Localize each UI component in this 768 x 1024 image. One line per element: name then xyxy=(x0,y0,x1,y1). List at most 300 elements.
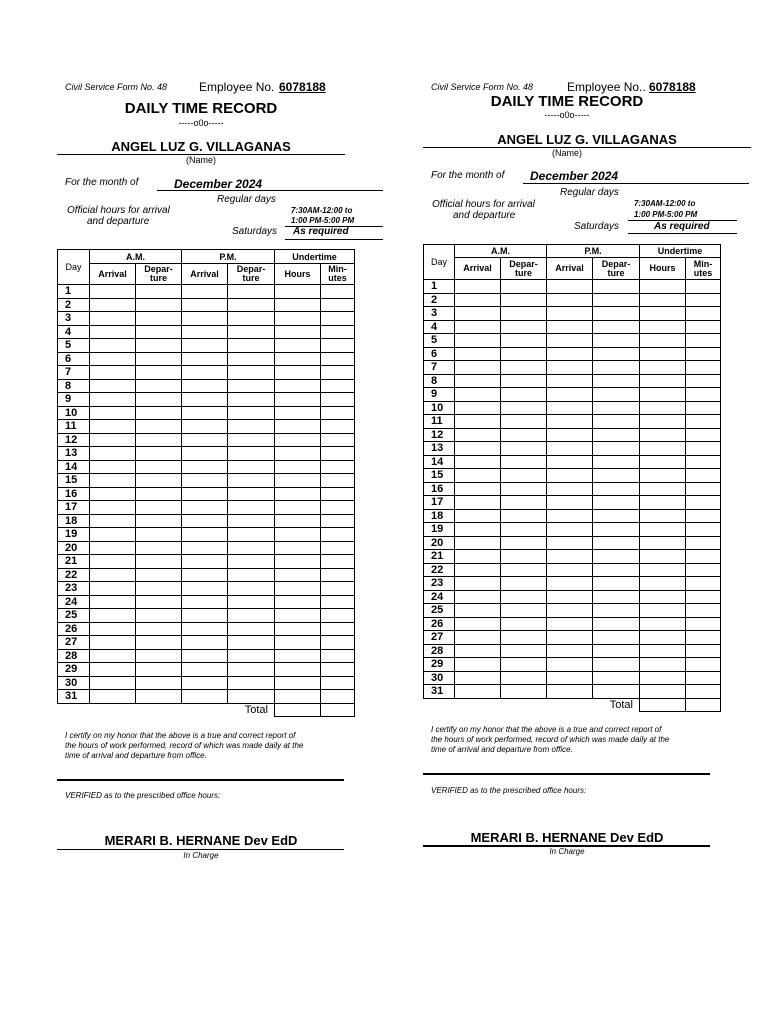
pm-departure-cell[interactable] xyxy=(593,374,640,388)
am-departure-cell[interactable] xyxy=(501,374,547,388)
pm-arrival-cell[interactable] xyxy=(182,501,228,515)
am-departure-cell[interactable] xyxy=(136,420,182,434)
pm-arrival-cell[interactable] xyxy=(182,609,228,623)
pm-arrival-cell[interactable] xyxy=(182,325,228,339)
am-departure-cell[interactable] xyxy=(501,361,547,375)
am-arrival-cell[interactable] xyxy=(90,312,136,326)
undertime-hours-cell[interactable] xyxy=(275,649,321,663)
undertime-minutes-cell[interactable] xyxy=(321,514,355,528)
undertime-minutes-cell[interactable] xyxy=(686,631,721,645)
pm-arrival-cell[interactable] xyxy=(547,617,593,631)
undertime-hours-cell[interactable] xyxy=(275,528,321,542)
pm-arrival-cell[interactable] xyxy=(547,685,593,699)
undertime-hours-cell[interactable] xyxy=(640,482,686,496)
am-arrival-cell[interactable] xyxy=(455,563,501,577)
am-departure-cell[interactable] xyxy=(136,325,182,339)
pm-arrival-cell[interactable] xyxy=(182,379,228,393)
undertime-minutes-cell[interactable] xyxy=(321,690,355,704)
am-departure-cell[interactable] xyxy=(501,536,547,550)
am-departure-cell[interactable] xyxy=(136,379,182,393)
pm-departure-cell[interactable] xyxy=(228,609,275,623)
pm-arrival-cell[interactable] xyxy=(547,320,593,334)
pm-departure-cell[interactable] xyxy=(593,496,640,510)
undertime-minutes-cell[interactable] xyxy=(321,339,355,353)
pm-departure-cell[interactable] xyxy=(228,447,275,461)
pm-departure-cell[interactable] xyxy=(593,617,640,631)
am-departure-cell[interactable] xyxy=(501,293,547,307)
am-arrival-cell[interactable] xyxy=(90,528,136,542)
am-arrival-cell[interactable] xyxy=(455,415,501,429)
pm-arrival-cell[interactable] xyxy=(547,536,593,550)
undertime-hours-cell[interactable] xyxy=(640,455,686,469)
undertime-hours-cell[interactable] xyxy=(640,401,686,415)
pm-departure-cell[interactable] xyxy=(593,442,640,456)
pm-arrival-cell[interactable] xyxy=(182,393,228,407)
undertime-minutes-cell[interactable] xyxy=(321,622,355,636)
undertime-minutes-cell[interactable] xyxy=(686,509,721,523)
am-departure-cell[interactable] xyxy=(136,366,182,380)
am-arrival-cell[interactable] xyxy=(455,388,501,402)
pm-departure-cell[interactable] xyxy=(228,595,275,609)
undertime-minutes-cell[interactable] xyxy=(321,298,355,312)
undertime-minutes-cell[interactable] xyxy=(686,320,721,334)
pm-departure-cell[interactable] xyxy=(593,604,640,618)
pm-arrival-cell[interactable] xyxy=(547,482,593,496)
undertime-hours-cell[interactable] xyxy=(640,563,686,577)
am-arrival-cell[interactable] xyxy=(90,690,136,704)
pm-arrival-cell[interactable] xyxy=(182,433,228,447)
am-arrival-cell[interactable] xyxy=(90,663,136,677)
am-departure-cell[interactable] xyxy=(501,523,547,537)
undertime-hours-cell[interactable] xyxy=(640,307,686,321)
undertime-hours-cell[interactable] xyxy=(640,442,686,456)
pm-departure-cell[interactable] xyxy=(593,293,640,307)
am-departure-cell[interactable] xyxy=(136,460,182,474)
undertime-minutes-cell[interactable] xyxy=(321,568,355,582)
undertime-hours-cell[interactable] xyxy=(275,474,321,488)
pm-arrival-cell[interactable] xyxy=(547,401,593,415)
pm-departure-cell[interactable] xyxy=(593,415,640,429)
undertime-hours-cell[interactable] xyxy=(275,393,321,407)
undertime-hours-cell[interactable] xyxy=(275,663,321,677)
am-arrival-cell[interactable] xyxy=(90,474,136,488)
am-arrival-cell[interactable] xyxy=(455,320,501,334)
am-arrival-cell[interactable] xyxy=(455,644,501,658)
am-departure-cell[interactable] xyxy=(136,649,182,663)
undertime-minutes-cell[interactable] xyxy=(321,366,355,380)
pm-arrival-cell[interactable] xyxy=(547,590,593,604)
pm-departure-cell[interactable] xyxy=(228,285,275,299)
pm-arrival-cell[interactable] xyxy=(547,550,593,564)
undertime-hours-cell[interactable] xyxy=(640,509,686,523)
pm-departure-cell[interactable] xyxy=(593,509,640,523)
am-arrival-cell[interactable] xyxy=(455,293,501,307)
pm-departure-cell[interactable] xyxy=(228,298,275,312)
pm-arrival-cell[interactable] xyxy=(182,447,228,461)
total-hours-cell[interactable] xyxy=(275,703,321,716)
am-arrival-cell[interactable] xyxy=(455,374,501,388)
am-arrival-cell[interactable] xyxy=(90,676,136,690)
pm-departure-cell[interactable] xyxy=(228,514,275,528)
undertime-minutes-cell[interactable] xyxy=(686,590,721,604)
undertime-hours-cell[interactable] xyxy=(275,420,321,434)
pm-departure-cell[interactable] xyxy=(228,460,275,474)
undertime-minutes-cell[interactable] xyxy=(686,415,721,429)
undertime-hours-cell[interactable] xyxy=(275,487,321,501)
pm-arrival-cell[interactable] xyxy=(182,595,228,609)
pm-departure-cell[interactable] xyxy=(228,406,275,420)
undertime-hours-cell[interactable] xyxy=(275,690,321,704)
undertime-hours-cell[interactable] xyxy=(640,280,686,294)
undertime-hours-cell[interactable] xyxy=(275,325,321,339)
am-departure-cell[interactable] xyxy=(501,469,547,483)
pm-departure-cell[interactable] xyxy=(593,388,640,402)
am-departure-cell[interactable] xyxy=(136,636,182,650)
am-departure-cell[interactable] xyxy=(136,501,182,515)
undertime-hours-cell[interactable] xyxy=(640,293,686,307)
pm-arrival-cell[interactable] xyxy=(182,541,228,555)
pm-arrival-cell[interactable] xyxy=(547,509,593,523)
undertime-hours-cell[interactable] xyxy=(640,644,686,658)
am-arrival-cell[interactable] xyxy=(455,361,501,375)
undertime-minutes-cell[interactable] xyxy=(686,374,721,388)
am-arrival-cell[interactable] xyxy=(455,428,501,442)
pm-departure-cell[interactable] xyxy=(228,312,275,326)
undertime-minutes-cell[interactable] xyxy=(686,334,721,348)
undertime-hours-cell[interactable] xyxy=(275,298,321,312)
am-arrival-cell[interactable] xyxy=(90,406,136,420)
am-departure-cell[interactable] xyxy=(501,347,547,361)
am-arrival-cell[interactable] xyxy=(90,352,136,366)
pm-departure-cell[interactable] xyxy=(228,636,275,650)
am-arrival-cell[interactable] xyxy=(90,433,136,447)
undertime-minutes-cell[interactable] xyxy=(686,577,721,591)
pm-departure-cell[interactable] xyxy=(593,401,640,415)
undertime-hours-cell[interactable] xyxy=(275,676,321,690)
undertime-hours-cell[interactable] xyxy=(275,636,321,650)
pm-arrival-cell[interactable] xyxy=(182,460,228,474)
undertime-minutes-cell[interactable] xyxy=(321,501,355,515)
am-departure-cell[interactable] xyxy=(136,406,182,420)
undertime-minutes-cell[interactable] xyxy=(686,455,721,469)
undertime-minutes-cell[interactable] xyxy=(321,393,355,407)
undertime-hours-cell[interactable] xyxy=(275,514,321,528)
pm-departure-cell[interactable] xyxy=(228,690,275,704)
pm-arrival-cell[interactable] xyxy=(182,568,228,582)
pm-departure-cell[interactable] xyxy=(228,325,275,339)
pm-departure-cell[interactable] xyxy=(593,671,640,685)
pm-departure-cell[interactable] xyxy=(228,582,275,596)
am-departure-cell[interactable] xyxy=(501,685,547,699)
am-departure-cell[interactable] xyxy=(501,442,547,456)
undertime-minutes-cell[interactable] xyxy=(321,528,355,542)
pm-arrival-cell[interactable] xyxy=(547,415,593,429)
am-departure-cell[interactable] xyxy=(136,352,182,366)
total-minutes-cell[interactable] xyxy=(321,703,355,716)
pm-arrival-cell[interactable] xyxy=(182,622,228,636)
am-departure-cell[interactable] xyxy=(501,604,547,618)
am-arrival-cell[interactable] xyxy=(455,536,501,550)
undertime-hours-cell[interactable] xyxy=(640,374,686,388)
pm-departure-cell[interactable] xyxy=(593,577,640,591)
am-arrival-cell[interactable] xyxy=(455,442,501,456)
pm-arrival-cell[interactable] xyxy=(547,658,593,672)
undertime-minutes-cell[interactable] xyxy=(321,474,355,488)
undertime-hours-cell[interactable] xyxy=(640,685,686,699)
pm-arrival-cell[interactable] xyxy=(547,469,593,483)
pm-departure-cell[interactable] xyxy=(593,644,640,658)
am-departure-cell[interactable] xyxy=(501,320,547,334)
undertime-minutes-cell[interactable] xyxy=(686,361,721,375)
undertime-minutes-cell[interactable] xyxy=(686,307,721,321)
am-arrival-cell[interactable] xyxy=(90,366,136,380)
pm-departure-cell[interactable] xyxy=(593,563,640,577)
am-arrival-cell[interactable] xyxy=(455,671,501,685)
undertime-hours-cell[interactable] xyxy=(640,617,686,631)
pm-departure-cell[interactable] xyxy=(593,428,640,442)
am-arrival-cell[interactable] xyxy=(455,455,501,469)
pm-departure-cell[interactable] xyxy=(593,658,640,672)
undertime-minutes-cell[interactable] xyxy=(686,482,721,496)
undertime-hours-cell[interactable] xyxy=(275,555,321,569)
undertime-minutes-cell[interactable] xyxy=(321,582,355,596)
am-departure-cell[interactable] xyxy=(501,658,547,672)
pm-departure-cell[interactable] xyxy=(593,361,640,375)
undertime-hours-cell[interactable] xyxy=(640,415,686,429)
am-arrival-cell[interactable] xyxy=(455,617,501,631)
pm-departure-cell[interactable] xyxy=(228,487,275,501)
pm-arrival-cell[interactable] xyxy=(547,361,593,375)
pm-departure-cell[interactable] xyxy=(593,536,640,550)
am-departure-cell[interactable] xyxy=(501,482,547,496)
undertime-minutes-cell[interactable] xyxy=(686,469,721,483)
pm-arrival-cell[interactable] xyxy=(547,455,593,469)
pm-arrival-cell[interactable] xyxy=(547,671,593,685)
am-arrival-cell[interactable] xyxy=(90,379,136,393)
pm-arrival-cell[interactable] xyxy=(547,496,593,510)
pm-departure-cell[interactable] xyxy=(593,590,640,604)
undertime-hours-cell[interactable] xyxy=(640,590,686,604)
am-departure-cell[interactable] xyxy=(501,280,547,294)
am-arrival-cell[interactable] xyxy=(90,325,136,339)
pm-arrival-cell[interactable] xyxy=(182,285,228,299)
pm-departure-cell[interactable] xyxy=(228,366,275,380)
pm-arrival-cell[interactable] xyxy=(547,563,593,577)
undertime-hours-cell[interactable] xyxy=(275,339,321,353)
pm-arrival-cell[interactable] xyxy=(182,649,228,663)
pm-arrival-cell[interactable] xyxy=(182,420,228,434)
am-arrival-cell[interactable] xyxy=(90,298,136,312)
am-departure-cell[interactable] xyxy=(136,447,182,461)
pm-arrival-cell[interactable] xyxy=(547,374,593,388)
am-departure-cell[interactable] xyxy=(501,617,547,631)
am-arrival-cell[interactable] xyxy=(90,622,136,636)
undertime-minutes-cell[interactable] xyxy=(686,671,721,685)
undertime-hours-cell[interactable] xyxy=(640,388,686,402)
undertime-minutes-cell[interactable] xyxy=(686,658,721,672)
pm-arrival-cell[interactable] xyxy=(182,339,228,353)
pm-arrival-cell[interactable] xyxy=(182,366,228,380)
undertime-hours-cell[interactable] xyxy=(640,469,686,483)
am-arrival-cell[interactable] xyxy=(455,550,501,564)
undertime-minutes-cell[interactable] xyxy=(321,541,355,555)
am-arrival-cell[interactable] xyxy=(455,658,501,672)
undertime-minutes-cell[interactable] xyxy=(321,649,355,663)
am-arrival-cell[interactable] xyxy=(90,568,136,582)
undertime-minutes-cell[interactable] xyxy=(686,617,721,631)
am-departure-cell[interactable] xyxy=(136,609,182,623)
undertime-minutes-cell[interactable] xyxy=(321,325,355,339)
am-arrival-cell[interactable] xyxy=(90,649,136,663)
am-departure-cell[interactable] xyxy=(501,307,547,321)
am-arrival-cell[interactable] xyxy=(90,582,136,596)
pm-departure-cell[interactable] xyxy=(228,501,275,515)
undertime-minutes-cell[interactable] xyxy=(686,496,721,510)
am-arrival-cell[interactable] xyxy=(455,577,501,591)
undertime-minutes-cell[interactable] xyxy=(686,685,721,699)
am-arrival-cell[interactable] xyxy=(90,609,136,623)
am-arrival-cell[interactable] xyxy=(90,339,136,353)
pm-departure-cell[interactable] xyxy=(228,339,275,353)
undertime-hours-cell[interactable] xyxy=(275,568,321,582)
am-departure-cell[interactable] xyxy=(136,568,182,582)
pm-departure-cell[interactable] xyxy=(593,469,640,483)
pm-arrival-cell[interactable] xyxy=(182,406,228,420)
am-arrival-cell[interactable] xyxy=(90,393,136,407)
am-departure-cell[interactable] xyxy=(501,455,547,469)
am-arrival-cell[interactable] xyxy=(455,590,501,604)
pm-departure-cell[interactable] xyxy=(228,420,275,434)
am-departure-cell[interactable] xyxy=(136,582,182,596)
am-arrival-cell[interactable] xyxy=(455,280,501,294)
pm-arrival-cell[interactable] xyxy=(547,442,593,456)
undertime-hours-cell[interactable] xyxy=(640,334,686,348)
am-departure-cell[interactable] xyxy=(136,541,182,555)
undertime-minutes-cell[interactable] xyxy=(321,352,355,366)
am-departure-cell[interactable] xyxy=(136,433,182,447)
pm-arrival-cell[interactable] xyxy=(182,555,228,569)
am-departure-cell[interactable] xyxy=(136,595,182,609)
am-departure-cell[interactable] xyxy=(136,298,182,312)
pm-departure-cell[interactable] xyxy=(593,523,640,537)
am-departure-cell[interactable] xyxy=(501,334,547,348)
am-departure-cell[interactable] xyxy=(136,285,182,299)
undertime-minutes-cell[interactable] xyxy=(321,460,355,474)
am-departure-cell[interactable] xyxy=(136,690,182,704)
undertime-minutes-cell[interactable] xyxy=(321,663,355,677)
undertime-hours-cell[interactable] xyxy=(275,352,321,366)
pm-departure-cell[interactable] xyxy=(228,649,275,663)
am-departure-cell[interactable] xyxy=(136,676,182,690)
undertime-minutes-cell[interactable] xyxy=(321,420,355,434)
am-departure-cell[interactable] xyxy=(501,590,547,604)
undertime-hours-cell[interactable] xyxy=(275,460,321,474)
undertime-hours-cell[interactable] xyxy=(275,595,321,609)
pm-departure-cell[interactable] xyxy=(593,482,640,496)
am-arrival-cell[interactable] xyxy=(455,307,501,321)
undertime-minutes-cell[interactable] xyxy=(321,433,355,447)
undertime-hours-cell[interactable] xyxy=(640,631,686,645)
undertime-minutes-cell[interactable] xyxy=(321,285,355,299)
pm-arrival-cell[interactable] xyxy=(182,663,228,677)
am-departure-cell[interactable] xyxy=(501,550,547,564)
pm-arrival-cell[interactable] xyxy=(547,307,593,321)
pm-departure-cell[interactable] xyxy=(593,550,640,564)
pm-departure-cell[interactable] xyxy=(228,433,275,447)
undertime-hours-cell[interactable] xyxy=(275,609,321,623)
am-arrival-cell[interactable] xyxy=(90,514,136,528)
undertime-minutes-cell[interactable] xyxy=(686,428,721,442)
total-minutes-cell[interactable] xyxy=(686,698,721,711)
undertime-minutes-cell[interactable] xyxy=(321,636,355,650)
am-departure-cell[interactable] xyxy=(501,644,547,658)
undertime-minutes-cell[interactable] xyxy=(686,388,721,402)
am-arrival-cell[interactable] xyxy=(455,482,501,496)
undertime-minutes-cell[interactable] xyxy=(321,609,355,623)
am-departure-cell[interactable] xyxy=(501,401,547,415)
undertime-hours-cell[interactable] xyxy=(275,622,321,636)
pm-departure-cell[interactable] xyxy=(228,474,275,488)
am-departure-cell[interactable] xyxy=(501,671,547,685)
undertime-hours-cell[interactable] xyxy=(640,658,686,672)
pm-arrival-cell[interactable] xyxy=(182,690,228,704)
pm-arrival-cell[interactable] xyxy=(182,676,228,690)
am-departure-cell[interactable] xyxy=(136,312,182,326)
am-departure-cell[interactable] xyxy=(501,563,547,577)
pm-arrival-cell[interactable] xyxy=(182,474,228,488)
pm-arrival-cell[interactable] xyxy=(547,644,593,658)
am-departure-cell[interactable] xyxy=(136,555,182,569)
pm-departure-cell[interactable] xyxy=(593,307,640,321)
pm-departure-cell[interactable] xyxy=(228,352,275,366)
undertime-hours-cell[interactable] xyxy=(640,550,686,564)
undertime-hours-cell[interactable] xyxy=(640,320,686,334)
undertime-minutes-cell[interactable] xyxy=(321,487,355,501)
am-departure-cell[interactable] xyxy=(136,339,182,353)
am-departure-cell[interactable] xyxy=(136,487,182,501)
undertime-hours-cell[interactable] xyxy=(275,285,321,299)
total-hours-cell[interactable] xyxy=(640,698,686,711)
undertime-hours-cell[interactable] xyxy=(275,406,321,420)
am-arrival-cell[interactable] xyxy=(455,631,501,645)
undertime-minutes-cell[interactable] xyxy=(321,555,355,569)
am-departure-cell[interactable] xyxy=(136,474,182,488)
pm-departure-cell[interactable] xyxy=(593,320,640,334)
pm-arrival-cell[interactable] xyxy=(182,352,228,366)
pm-arrival-cell[interactable] xyxy=(547,334,593,348)
undertime-hours-cell[interactable] xyxy=(640,496,686,510)
undertime-minutes-cell[interactable] xyxy=(686,644,721,658)
pm-departure-cell[interactable] xyxy=(228,622,275,636)
am-arrival-cell[interactable] xyxy=(90,285,136,299)
undertime-minutes-cell[interactable] xyxy=(686,550,721,564)
undertime-minutes-cell[interactable] xyxy=(321,379,355,393)
am-departure-cell[interactable] xyxy=(501,388,547,402)
pm-arrival-cell[interactable] xyxy=(547,523,593,537)
undertime-hours-cell[interactable] xyxy=(640,428,686,442)
pm-arrival-cell[interactable] xyxy=(547,631,593,645)
pm-arrival-cell[interactable] xyxy=(182,514,228,528)
undertime-minutes-cell[interactable] xyxy=(321,595,355,609)
undertime-hours-cell[interactable] xyxy=(640,347,686,361)
undertime-hours-cell[interactable] xyxy=(275,366,321,380)
undertime-minutes-cell[interactable] xyxy=(686,536,721,550)
pm-arrival-cell[interactable] xyxy=(547,293,593,307)
pm-departure-cell[interactable] xyxy=(593,334,640,348)
undertime-minutes-cell[interactable] xyxy=(686,347,721,361)
am-departure-cell[interactable] xyxy=(136,528,182,542)
am-arrival-cell[interactable] xyxy=(455,509,501,523)
